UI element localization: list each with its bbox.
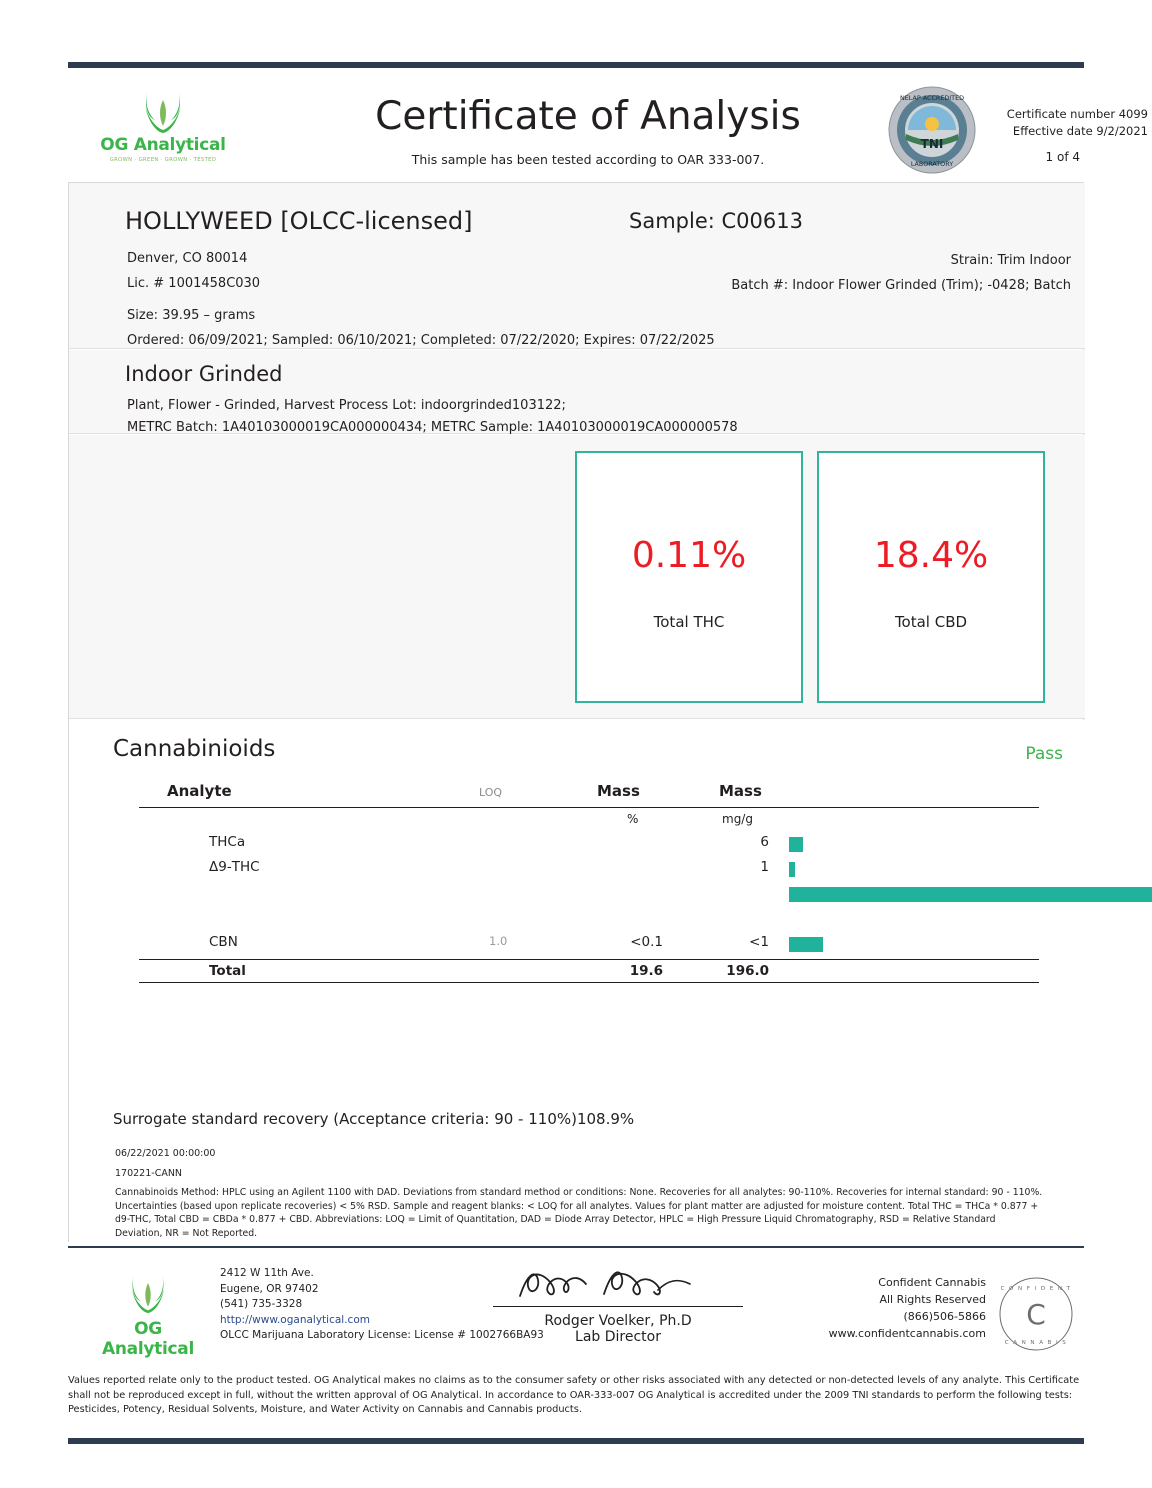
client-license: Lic. # 1001458C030 — [127, 276, 261, 291]
value-bar — [789, 887, 1152, 902]
og-analytical-logo — [98, 90, 228, 163]
footer-logo — [88, 1274, 208, 1359]
confident-cannabis-badge-icon — [996, 1274, 1076, 1354]
cell-analyte: THCa — [209, 834, 246, 850]
client-address: Denver, CO 80014 — [127, 251, 248, 266]
cc-rights: All Rights Reserved — [879, 1293, 986, 1306]
address-line-1: 2412 W 11th Ave. — [220, 1267, 314, 1279]
cell-mass-mgg: 6 — [760, 834, 769, 850]
signature-image — [508, 1262, 728, 1308]
method-notes: Cannabinoids Method: HPLC using an Agilent 1100 with DAD. Deviations from standard method or conditions: None. Recoveries for all analytes: 90-110%. Recoveries for internal standard: 90 - 110%. Uncertainties (based upon replicate recoveries) < 5% RSD. Sample and reagent blanks: < LOQ for all analytes. Values for plant matter are adjusted for moisture content. Total THC = THCa * 0.877 + d9-THC, Total CBD = CBDa * 0.877 + CBD. Abbreviations: LOQ = Limit of Quantitation, DAD = Diode Array Detector, HPLC = High Pressure Liquid Chromatography, RSD = Relative Standard Deviation, NR = Not Reported. — [115, 1187, 1043, 1239]
cell-loq: 1.0 — [489, 934, 508, 948]
col-mass-mgg: Mass — [719, 782, 762, 800]
cc-phone: (866)506-5866 — [903, 1310, 986, 1323]
total-thc-value: 0.11% — [631, 535, 747, 576]
sample-strain: Strain: Trim Indoor — [950, 253, 1071, 268]
total-cbd-value: 18.4% — [873, 535, 989, 576]
headline-results-section — [69, 435, 1085, 719]
svg-text:TNI: TNI — [920, 137, 944, 151]
cell-total-percent: 19.6 — [629, 963, 663, 979]
svg-text:LABORATORY: LABORATORY — [910, 160, 954, 168]
col-analyte: Analyte — [167, 782, 232, 800]
footer-rule — [68, 1246, 1084, 1248]
sample-batch: Batch #: Indoor Flower Grinded (Trim); -0428; Batch — [731, 278, 1071, 293]
legal-disclaimer: Values reported relate only to the product tested. OG Analytical makes no claims as to the consumer safety or other risks associated with any detected or non-detected levels of any analyte. This Certificate shall not be reproduced except in full, without the written approval of OG Analytical. In accordance to OAR-333-007 OG Analytical is accredited under the 2009 TNI standards to perform the following tests: Pesticides, Potency, Residual Solvents, Moisture, and Water Activity on Cannabis and Cannabis products. — [68, 1375, 1080, 1415]
table-total-row — [139, 959, 1039, 983]
cc-website[interactable]: www.confidentcannabis.com — [828, 1327, 986, 1340]
total-thc-label: Total THC — [653, 613, 725, 631]
page-title: Certificate of Analysis — [375, 94, 801, 139]
table-unit-row — [139, 808, 1039, 834]
page-subtitle: This sample has been tested according to OAR 333-007. — [411, 152, 765, 167]
signer-name: Rodger Voelker, Ph.D — [544, 1313, 692, 1329]
leaf-icon — [124, 1274, 172, 1318]
lab-phone: (541) 735-3328 — [220, 1298, 303, 1310]
cell-analyte: Δ9-THC — [209, 859, 260, 875]
page-number: 1 of 4 — [1045, 150, 1080, 164]
unit-mgg: mg/g — [722, 812, 753, 826]
table-row — [139, 884, 1039, 909]
table-row — [139, 909, 1039, 934]
cannabinoids-table — [139, 782, 1039, 983]
logo-tagline: GROWN · GREEN · GROWN · TESTED — [109, 157, 217, 163]
unit-percent: % — [627, 812, 639, 826]
sample-size: Size: 39.95 – grams — [127, 308, 256, 323]
sample-dates: Ordered: 06/09/2021; Sampled: 06/10/2021; Completed: 07/22/2020; Expires: 07/22/2025 — [127, 333, 715, 348]
report-body — [68, 182, 1084, 1242]
cell-analyte: CBN — [209, 934, 238, 950]
lab-website-link[interactable]: http://www.oganalytical.com — [220, 1313, 370, 1326]
total-cbd-card — [817, 451, 1045, 703]
value-bar — [789, 837, 803, 852]
sample-id: Sample: C00613 — [629, 209, 803, 233]
confident-cannabis-info — [829, 1274, 986, 1342]
address-line-2: Eugene, OR 97402 — [220, 1282, 319, 1295]
cell-mass-mgg: 1 — [760, 859, 769, 875]
cell-total-label: Total — [209, 963, 246, 979]
certificate-number: Certificate number 4099 — [1006, 107, 1148, 121]
product-detail-line-2: METRC Batch: 1A40103000019CA000000434; METRC Sample: 1A40103000019CA000000578 — [127, 420, 738, 435]
svg-text:NELAP ACCREDITED: NELAP ACCREDITED — [899, 94, 965, 102]
logo-wordmark: OG Analytical — [100, 135, 226, 155]
bottom-rule — [68, 1438, 1084, 1444]
svg-text:C A N N A B I S: C A N N A B I S — [1004, 1340, 1068, 1346]
signature-block — [468, 1262, 768, 1345]
page-header — [68, 80, 1148, 180]
col-mass-percent: Mass — [597, 782, 640, 800]
top-rule — [68, 62, 1084, 68]
value-bar — [789, 862, 795, 877]
client-name: HOLLYWEED [OLCC-licensed] — [125, 207, 473, 235]
footer-logo-wordmark: OG Analytical — [102, 1319, 194, 1359]
product-detail-line-1: Plant, Flower - Grinded, Harvest Process Lot: indoorgrinded103122; — [127, 398, 566, 413]
sample-info-section — [69, 183, 1085, 349]
cell-mass-mgg: <1 — [749, 934, 769, 950]
product-name: Indoor Grinded — [125, 362, 283, 386]
value-bar — [789, 937, 823, 952]
svg-text:C O N F I D E N T: C O N F I D E N T — [1000, 1286, 1072, 1292]
col-loq: LOQ — [479, 786, 503, 799]
analysis-timestamp: 06/22/2021 00:00:00 — [115, 1148, 216, 1159]
cell-total-mgg: 196.0 — [726, 963, 769, 979]
analysis-batch-code: 170221-CANN — [115, 1168, 183, 1179]
lab-license: OLCC Marijuana Laboratory License: License # 1002766BA93 — [220, 1329, 544, 1341]
leaf-icon — [139, 90, 187, 134]
table-row — [139, 934, 1039, 959]
table-row — [139, 859, 1039, 884]
cannabinoids-section — [69, 720, 1085, 1243]
effective-date: Effective date 9/2/2021 — [1012, 124, 1148, 138]
surrogate-recovery: Surrogate standard recovery (Acceptance criteria: 90 - 110%)108.9% — [113, 1110, 635, 1128]
signer-role: Lab Director — [575, 1329, 661, 1345]
cc-name: Confident Cannabis — [878, 1276, 986, 1289]
status-badge: Pass — [1025, 744, 1063, 764]
table-header-row — [139, 782, 1039, 808]
section-title: Cannabinioids — [113, 736, 276, 762]
cell-mass-percent: <0.1 — [630, 934, 663, 950]
table-row — [139, 834, 1039, 859]
total-cbd-label: Total CBD — [894, 613, 968, 631]
svg-text:C: C — [1026, 1298, 1046, 1331]
page-footer — [68, 1256, 1084, 1366]
product-info-section — [69, 350, 1085, 434]
total-thc-card — [575, 451, 803, 703]
certificate-meta — [978, 106, 1148, 140]
